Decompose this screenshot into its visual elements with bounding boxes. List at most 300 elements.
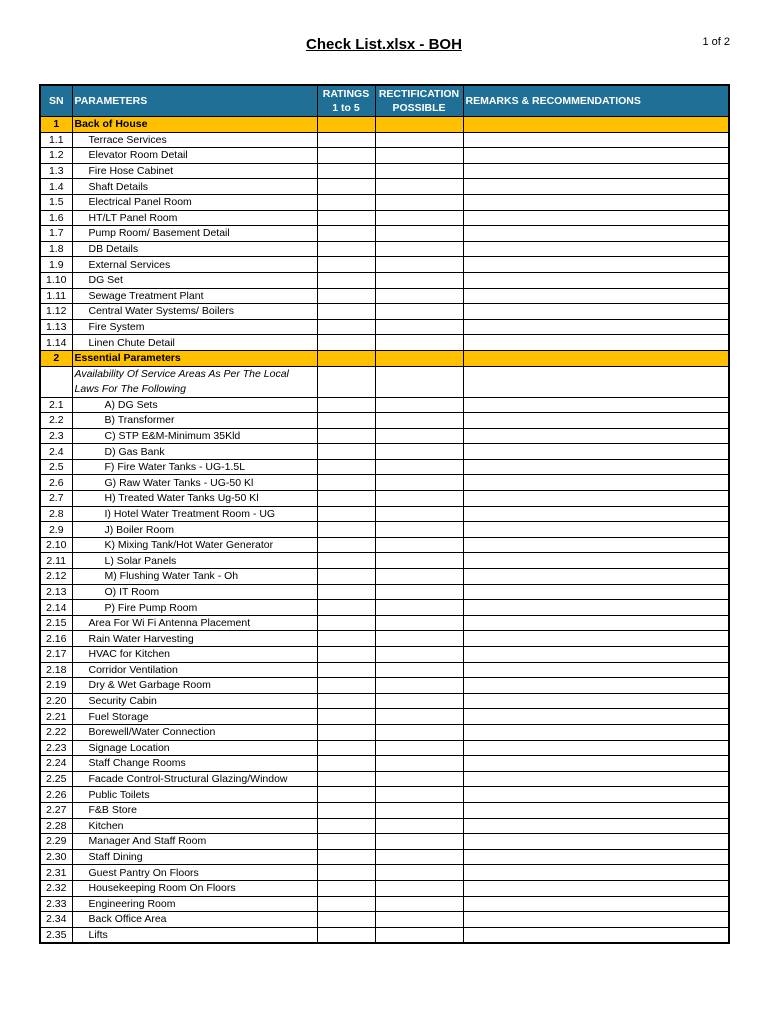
- row-parameter: Facade Control-Structural Glazing/Window: [72, 771, 317, 787]
- row-sn: 1.5: [40, 194, 72, 210]
- remarks-cell[interactable]: [463, 210, 729, 226]
- rating-cell[interactable]: [317, 865, 375, 881]
- table-row: [40, 506, 729, 522]
- table-row: [40, 849, 729, 865]
- rating-cell[interactable]: [317, 132, 375, 148]
- row-sn: 2.3: [40, 428, 72, 444]
- table-row: [40, 771, 729, 787]
- row-parameter: Fire Hose Cabinet: [72, 163, 317, 179]
- rating-cell[interactable]: [317, 428, 375, 444]
- remarks-cell[interactable]: [463, 896, 729, 912]
- rectification-cell[interactable]: [375, 615, 463, 631]
- rating-cell[interactable]: [317, 600, 375, 616]
- remarks-cell[interactable]: [463, 304, 729, 320]
- row-sn: 2.4: [40, 444, 72, 460]
- rating-cell[interactable]: [317, 740, 375, 756]
- remarks-cell[interactable]: [463, 179, 729, 195]
- row-parameter: Pump Room/ Basement Detail: [72, 226, 317, 242]
- remarks-cell[interactable]: [463, 865, 729, 881]
- row-parameter: G) Raw Water Tanks - UG-50 Kl: [72, 475, 317, 491]
- table-row: [40, 522, 729, 538]
- rectification-cell[interactable]: [375, 335, 463, 351]
- remarks-cell[interactable]: [463, 662, 729, 678]
- rating-cell[interactable]: [317, 818, 375, 834]
- table-row: [40, 397, 729, 413]
- row-parameter: Area For Wi Fi Antenna Placement: [72, 615, 317, 631]
- remarks-cell[interactable]: [463, 569, 729, 585]
- rating-cell[interactable]: [317, 117, 375, 133]
- table-row: [40, 678, 729, 694]
- table-row: [40, 615, 729, 631]
- rectification-cell[interactable]: [375, 506, 463, 522]
- rectification-cell[interactable]: [375, 584, 463, 600]
- table-row: [40, 148, 729, 164]
- row-sn: 1.3: [40, 163, 72, 179]
- table-row: [40, 179, 729, 195]
- rectification-cell[interactable]: [375, 350, 463, 366]
- table-row: [40, 288, 729, 304]
- remarks-cell[interactable]: [463, 724, 729, 740]
- row-sn: 2: [40, 350, 72, 366]
- remarks-cell[interactable]: [463, 771, 729, 787]
- row-parameter: Availability Of Service Areas As Per The Local Laws For The Following: [72, 366, 317, 397]
- row-parameter: Staff Dining: [72, 849, 317, 865]
- row-sn: 1.7: [40, 226, 72, 242]
- rectification-cell[interactable]: [375, 194, 463, 210]
- row-sn: 2.35: [40, 927, 72, 943]
- rectification-cell[interactable]: [375, 537, 463, 553]
- row-parameter: Guest Pantry On Floors: [72, 865, 317, 881]
- table-row: [40, 459, 729, 475]
- table-row: [40, 132, 729, 148]
- row-parameter: Manager And Staff Room: [72, 834, 317, 850]
- rating-cell[interactable]: [317, 350, 375, 366]
- table-row: [40, 896, 729, 912]
- rectification-cell[interactable]: [375, 241, 463, 257]
- table-row: [40, 413, 729, 429]
- rectification-cell[interactable]: [375, 834, 463, 850]
- table-row: [40, 335, 729, 351]
- row-sn: 2.33: [40, 896, 72, 912]
- remarks-cell[interactable]: [463, 350, 729, 366]
- remarks-cell[interactable]: [463, 413, 729, 429]
- row-parameter: C) STP E&M-Minimum 35Kld: [72, 428, 317, 444]
- rating-cell[interactable]: [317, 413, 375, 429]
- rating-cell[interactable]: [317, 584, 375, 600]
- row-sn: 2.8: [40, 506, 72, 522]
- document-title: Check List.xlsx - BOH: [306, 36, 462, 53]
- table-row: [40, 662, 729, 678]
- rating-cell[interactable]: [317, 537, 375, 553]
- rating-cell[interactable]: [317, 834, 375, 850]
- rectification-cell[interactable]: [375, 849, 463, 865]
- remarks-cell[interactable]: [463, 491, 729, 507]
- rectification-cell[interactable]: [375, 413, 463, 429]
- row-parameter: M) Flushing Water Tank - Oh: [72, 569, 317, 585]
- row-sn: 2.30: [40, 849, 72, 865]
- table-row: [40, 553, 729, 569]
- remarks-cell[interactable]: [463, 319, 729, 335]
- rating-cell[interactable]: [317, 272, 375, 288]
- rectification-cell[interactable]: [375, 272, 463, 288]
- rectification-cell[interactable]: [375, 756, 463, 772]
- rating-cell[interactable]: [317, 288, 375, 304]
- remarks-cell[interactable]: [463, 335, 729, 351]
- rectification-cell[interactable]: [375, 444, 463, 460]
- remarks-cell[interactable]: [463, 444, 729, 460]
- table-row: [40, 647, 729, 663]
- rectification-cell[interactable]: [375, 740, 463, 756]
- remarks-cell[interactable]: [463, 818, 729, 834]
- rating-cell[interactable]: [317, 709, 375, 725]
- table-row: [40, 428, 729, 444]
- rectification-cell[interactable]: [375, 226, 463, 242]
- row-parameter: External Services: [72, 257, 317, 273]
- remarks-cell[interactable]: [463, 241, 729, 257]
- remarks-cell[interactable]: [463, 537, 729, 553]
- rectification-cell[interactable]: [375, 709, 463, 725]
- row-sn: 2.20: [40, 693, 72, 709]
- remarks-cell[interactable]: [463, 506, 729, 522]
- row-parameter: Terrace Services: [72, 132, 317, 148]
- row-sn: 1.14: [40, 335, 72, 351]
- row-parameter: DB Details: [72, 241, 317, 257]
- rectification-cell[interactable]: [375, 132, 463, 148]
- rating-cell[interactable]: [317, 194, 375, 210]
- rectification-cell[interactable]: [375, 724, 463, 740]
- rating-cell[interactable]: [317, 631, 375, 647]
- row-parameter: Corridor Ventilation: [72, 662, 317, 678]
- rating-cell[interactable]: [317, 148, 375, 164]
- row-parameter: Sewage Treatment Plant: [72, 288, 317, 304]
- rectification-cell[interactable]: [375, 257, 463, 273]
- row-sn: 2.9: [40, 522, 72, 538]
- remarks-cell[interactable]: [463, 849, 729, 865]
- row-sn: 2.13: [40, 584, 72, 600]
- row-parameter: Elevator Room Detail: [72, 148, 317, 164]
- rating-cell[interactable]: [317, 444, 375, 460]
- rectification-cell[interactable]: [375, 288, 463, 304]
- remarks-cell[interactable]: [463, 553, 729, 569]
- rating-cell[interactable]: [317, 615, 375, 631]
- rectification-cell[interactable]: [375, 802, 463, 818]
- remarks-cell[interactable]: [463, 397, 729, 413]
- row-sn: 1: [40, 117, 72, 133]
- row-sn: 1.10: [40, 272, 72, 288]
- rectification-cell[interactable]: [375, 459, 463, 475]
- rectification-cell[interactable]: [375, 631, 463, 647]
- remarks-cell[interactable]: [463, 148, 729, 164]
- row-parameter: Engineering Room: [72, 896, 317, 912]
- table-row: [40, 241, 729, 257]
- rectification-cell[interactable]: [375, 865, 463, 881]
- rectification-cell[interactable]: [375, 179, 463, 195]
- row-parameter: B) Transformer: [72, 413, 317, 429]
- table-row: [40, 210, 729, 226]
- row-sn: 2.5: [40, 459, 72, 475]
- remarks-cell[interactable]: [463, 459, 729, 475]
- rating-cell[interactable]: [317, 522, 375, 538]
- row-parameter: H) Treated Water Tanks Ug-50 Kl: [72, 491, 317, 507]
- rating-cell[interactable]: [317, 771, 375, 787]
- table-row: [40, 366, 729, 397]
- table-row: [40, 724, 729, 740]
- rating-cell[interactable]: [317, 553, 375, 569]
- row-sn: 2.12: [40, 569, 72, 585]
- table-row: [40, 818, 729, 834]
- remarks-cell[interactable]: [463, 834, 729, 850]
- rating-cell[interactable]: [317, 662, 375, 678]
- row-parameter: Essential Parameters: [72, 350, 317, 366]
- row-sn: 1.9: [40, 257, 72, 273]
- rectification-cell[interactable]: [375, 662, 463, 678]
- remarks-cell[interactable]: [463, 428, 729, 444]
- row-sn: 2.17: [40, 647, 72, 663]
- remarks-cell[interactable]: [463, 802, 729, 818]
- row-sn: 1.13: [40, 319, 72, 335]
- table-row: [40, 802, 729, 818]
- remarks-cell[interactable]: [463, 475, 729, 491]
- row-sn: 1.4: [40, 179, 72, 195]
- table-row: [40, 865, 729, 881]
- rectification-cell[interactable]: [375, 787, 463, 803]
- remarks-cell[interactable]: [463, 880, 729, 896]
- row-parameter: Back Office Area: [72, 912, 317, 928]
- rectification-cell[interactable]: [375, 475, 463, 491]
- header-parameters: PARAMETERS: [72, 85, 317, 117]
- rectification-cell[interactable]: [375, 210, 463, 226]
- row-sn: 2.34: [40, 912, 72, 928]
- rectification-cell[interactable]: [375, 880, 463, 896]
- row-sn: 2.28: [40, 818, 72, 834]
- section-row: [40, 117, 729, 133]
- table-row: [40, 631, 729, 647]
- row-parameter: P) Fire Pump Room: [72, 600, 317, 616]
- remarks-cell[interactable]: [463, 117, 729, 133]
- row-parameter: J) Boiler Room: [72, 522, 317, 538]
- rectification-cell[interactable]: [375, 319, 463, 335]
- row-parameter: F) Fire Water Tanks - UG-1.5L: [72, 459, 317, 475]
- table-row: [40, 537, 729, 553]
- row-parameter: Kitchen: [72, 818, 317, 834]
- row-parameter: Fire System: [72, 319, 317, 335]
- remarks-cell[interactable]: [463, 194, 729, 210]
- rating-cell[interactable]: [317, 506, 375, 522]
- remarks-cell[interactable]: [463, 787, 729, 803]
- rectification-cell[interactable]: [375, 693, 463, 709]
- remarks-cell[interactable]: [463, 615, 729, 631]
- row-parameter: Public Toilets: [72, 787, 317, 803]
- row-sn: 2.27: [40, 802, 72, 818]
- remarks-cell[interactable]: [463, 257, 729, 273]
- row-parameter: Staff Change Rooms: [72, 756, 317, 772]
- rectification-cell[interactable]: [375, 771, 463, 787]
- rating-cell[interactable]: [317, 304, 375, 320]
- remarks-cell[interactable]: [463, 163, 729, 179]
- rectification-cell[interactable]: [375, 366, 463, 397]
- rectification-cell[interactable]: [375, 304, 463, 320]
- rating-cell[interactable]: [317, 896, 375, 912]
- row-parameter: Shaft Details: [72, 179, 317, 195]
- row-parameter: L) Solar Panels: [72, 553, 317, 569]
- row-sn: 2.23: [40, 740, 72, 756]
- table-row: [40, 709, 729, 725]
- remarks-cell[interactable]: [463, 740, 729, 756]
- remarks-cell[interactable]: [463, 756, 729, 772]
- rectification-cell[interactable]: [375, 148, 463, 164]
- row-sn: 2.18: [40, 662, 72, 678]
- row-sn: 1.12: [40, 304, 72, 320]
- row-sn: 1.6: [40, 210, 72, 226]
- row-sn: 2.22: [40, 724, 72, 740]
- table-row: [40, 491, 729, 507]
- section-row: [40, 350, 729, 366]
- rectification-cell[interactable]: [375, 678, 463, 694]
- row-sn: 2.14: [40, 600, 72, 616]
- rating-cell[interactable]: [317, 335, 375, 351]
- row-parameter: F&B Store: [72, 802, 317, 818]
- table-row: [40, 319, 729, 335]
- rating-cell[interactable]: [317, 319, 375, 335]
- remarks-cell[interactable]: [463, 927, 729, 943]
- rating-cell[interactable]: [317, 569, 375, 585]
- row-sn: 2.24: [40, 756, 72, 772]
- table-row: [40, 304, 729, 320]
- remarks-cell[interactable]: [463, 912, 729, 928]
- rating-cell[interactable]: [317, 241, 375, 257]
- header-row: [40, 85, 729, 117]
- remarks-cell[interactable]: [463, 366, 729, 397]
- rating-cell[interactable]: [317, 459, 375, 475]
- table-row: [40, 226, 729, 242]
- header-remarks: REMARKS & RECOMMENDATIONS: [463, 85, 729, 117]
- rating-cell[interactable]: [317, 397, 375, 413]
- table-body: [40, 117, 729, 944]
- table-row: [40, 257, 729, 273]
- rectification-cell[interactable]: [375, 428, 463, 444]
- rectification-cell[interactable]: [375, 491, 463, 507]
- rating-cell[interactable]: [317, 693, 375, 709]
- rating-cell[interactable]: [317, 849, 375, 865]
- rating-cell[interactable]: [317, 210, 375, 226]
- rectification-cell[interactable]: [375, 647, 463, 663]
- row-parameter: K) Mixing Tank/Hot Water Generator: [72, 537, 317, 553]
- table-row: [40, 569, 729, 585]
- table-row: [40, 600, 729, 616]
- table-row: [40, 756, 729, 772]
- remarks-cell[interactable]: [463, 631, 729, 647]
- rectification-cell[interactable]: [375, 163, 463, 179]
- table-row: [40, 163, 729, 179]
- remarks-cell[interactable]: [463, 272, 729, 288]
- remarks-cell[interactable]: [463, 584, 729, 600]
- rating-cell[interactable]: [317, 491, 375, 507]
- table-row: [40, 787, 729, 803]
- row-sn: [40, 366, 72, 397]
- rectification-cell[interactable]: [375, 600, 463, 616]
- row-sn: 1.8: [40, 241, 72, 257]
- rating-cell[interactable]: [317, 366, 375, 397]
- remarks-cell[interactable]: [463, 709, 729, 725]
- remarks-cell[interactable]: [463, 678, 729, 694]
- row-parameter: Borewell/Water Connection: [72, 724, 317, 740]
- rating-cell[interactable]: [317, 787, 375, 803]
- table-row: [40, 927, 729, 943]
- row-parameter: Back of House: [72, 117, 317, 133]
- checklist-table: [39, 84, 730, 944]
- row-sn: 1.11: [40, 288, 72, 304]
- rectification-cell[interactable]: [375, 117, 463, 133]
- row-sn: 2.19: [40, 678, 72, 694]
- row-parameter: O) IT Room: [72, 584, 317, 600]
- remarks-cell[interactable]: [463, 288, 729, 304]
- rating-cell[interactable]: [317, 647, 375, 663]
- rating-cell[interactable]: [317, 678, 375, 694]
- remarks-cell[interactable]: [463, 132, 729, 148]
- rating-cell[interactable]: [317, 724, 375, 740]
- rectification-cell[interactable]: [375, 522, 463, 538]
- row-sn: 2.25: [40, 771, 72, 787]
- rectification-cell[interactable]: [375, 896, 463, 912]
- rating-cell[interactable]: [317, 927, 375, 943]
- row-parameter: HT/LT Panel Room: [72, 210, 317, 226]
- rectification-cell[interactable]: [375, 397, 463, 413]
- rectification-cell[interactable]: [375, 569, 463, 585]
- remarks-cell[interactable]: [463, 647, 729, 663]
- rating-cell[interactable]: [317, 475, 375, 491]
- row-parameter: Signage Location: [72, 740, 317, 756]
- row-parameter: Housekeeping Room On Floors: [72, 880, 317, 896]
- row-sn: 2.6: [40, 475, 72, 491]
- row-sn: 2.32: [40, 880, 72, 896]
- rectification-cell[interactable]: [375, 818, 463, 834]
- remarks-cell[interactable]: [463, 226, 729, 242]
- row-parameter: I) Hotel Water Treatment Room - UG: [72, 506, 317, 522]
- rating-cell[interactable]: [317, 163, 375, 179]
- header-rectification: [375, 85, 463, 117]
- row-sn: 2.11: [40, 553, 72, 569]
- row-sn: 2.2: [40, 413, 72, 429]
- table-row: [40, 272, 729, 288]
- header-ratings-line2: 1 to 5: [332, 102, 360, 114]
- row-parameter: Electrical Panel Room: [72, 194, 317, 210]
- rating-cell[interactable]: [317, 756, 375, 772]
- header-ratings-line1: RATINGS: [322, 88, 370, 100]
- rectification-cell[interactable]: [375, 927, 463, 943]
- rating-cell[interactable]: [317, 912, 375, 928]
- remarks-cell[interactable]: [463, 600, 729, 616]
- rating-cell[interactable]: [317, 179, 375, 195]
- row-sn: 2.7: [40, 491, 72, 507]
- rating-cell[interactable]: [317, 802, 375, 818]
- remarks-cell[interactable]: [463, 522, 729, 538]
- rectification-cell[interactable]: [375, 553, 463, 569]
- row-sn: 2.26: [40, 787, 72, 803]
- rating-cell[interactable]: [317, 257, 375, 273]
- row-sn: 2.31: [40, 865, 72, 881]
- rectification-cell[interactable]: [375, 912, 463, 928]
- row-parameter: HVAC for Kitchen: [72, 647, 317, 663]
- rating-cell[interactable]: [317, 880, 375, 896]
- remarks-cell[interactable]: [463, 693, 729, 709]
- rating-cell[interactable]: [317, 226, 375, 242]
- header-sn: SN: [40, 85, 72, 117]
- row-sn: 1.1: [40, 132, 72, 148]
- row-parameter: Fuel Storage: [72, 709, 317, 725]
- table-row: [40, 444, 729, 460]
- table-row: [40, 194, 729, 210]
- header-rect-line1: RECTIFICATION: [378, 88, 460, 100]
